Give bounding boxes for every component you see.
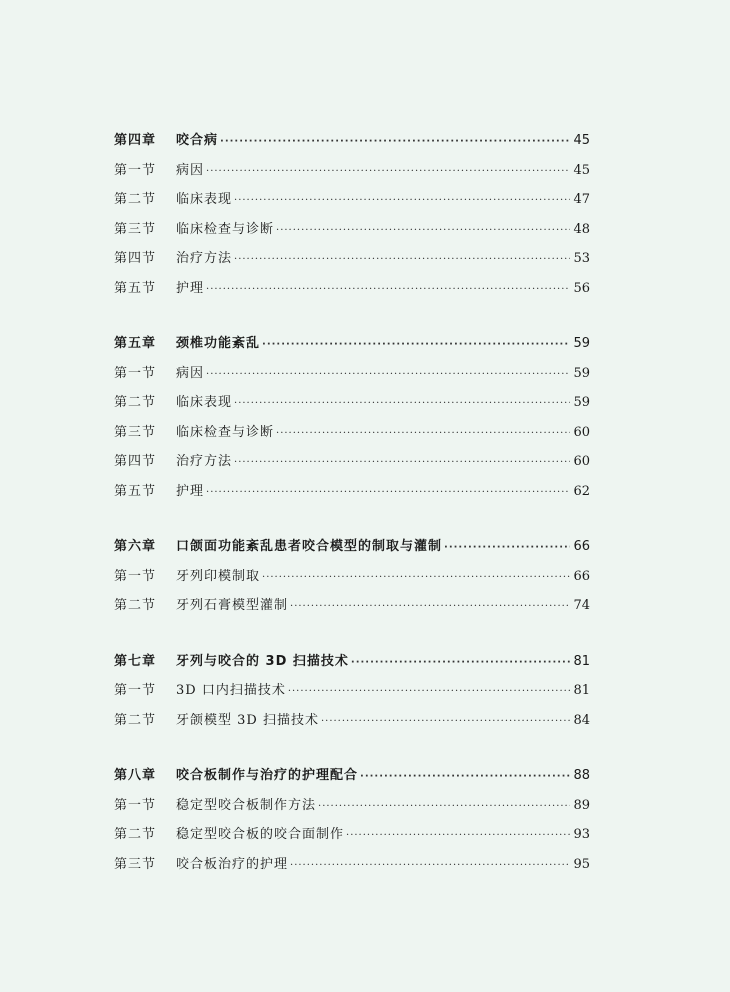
section-entry-title: 稳定型咬合板制作方法 (176, 797, 317, 813)
chapter-entry-number: 第四章 (114, 133, 157, 148)
section-entry-page-number: 59 (573, 365, 590, 381)
section-entry[interactable] (114, 706, 590, 736)
section-entry-title: 3D 口内扫描技术 (176, 683, 286, 698)
section-entry-page-number: 93 (573, 827, 590, 842)
section-entry-title: 稳定型咬合板的咬合面制作 (176, 827, 345, 842)
chapter-block (114, 329, 590, 506)
section-entry[interactable] (114, 274, 590, 304)
section-entry-number: 第三节 (114, 221, 157, 237)
section-entry-title: 临床检查与诊断 (176, 424, 275, 440)
section-entry-title: 牙列石膏模型灌制 (176, 598, 289, 613)
section-entry-number: 第五节 (114, 280, 157, 296)
section-entry-title: 临床表现 (176, 192, 233, 207)
section-entry-page-number: 47 (573, 192, 590, 207)
section-entry[interactable] (114, 244, 590, 274)
section-entry[interactable] (114, 562, 590, 592)
section-entry[interactable] (114, 791, 590, 821)
section-entry-number: 第二节 (114, 827, 157, 842)
chapter-entry-title: 咬合板制作与治疗的护理配合 (176, 768, 359, 783)
section-entry-number: 第二节 (114, 395, 157, 410)
leader-dots (321, 707, 570, 737)
section-entry-title: 临床检查与诊断 (176, 221, 275, 237)
section-entry-title: 治疗方法 (176, 251, 233, 266)
section-entry[interactable] (114, 388, 590, 418)
section-entry-title: 病因 (176, 162, 205, 178)
section-entry-page-number: 53 (573, 251, 590, 266)
section-entry-page-number: 60 (573, 424, 590, 440)
chapter-entry-title: 牙列与咬合的 3D 扫描技术 (176, 653, 349, 669)
leader-dots (206, 157, 570, 187)
leader-dots (276, 216, 570, 246)
section-entry-page-number: 89 (573, 797, 590, 813)
section-entry[interactable] (114, 359, 590, 389)
section-entry-title: 咬合板治疗的护理 (176, 856, 289, 872)
section-entry-page-number: 45 (573, 162, 590, 178)
leader-dots (234, 448, 570, 478)
section-entry-title: 护理 (176, 483, 205, 499)
section-entry[interactable] (114, 676, 590, 706)
leader-dots (262, 563, 570, 593)
chapter-entry[interactable] (114, 647, 590, 677)
section-entry-number: 第二节 (114, 712, 157, 728)
section-entry-title: 临床表现 (176, 395, 233, 410)
section-entry-number: 第二节 (114, 192, 157, 207)
section-entry-title: 护理 (176, 280, 205, 296)
chapter-entry-title: 口颌面功能紊乱患者咬合模型的制取与灌制 (176, 539, 443, 554)
section-entry[interactable] (114, 447, 590, 477)
section-entry[interactable] (114, 156, 590, 186)
section-entry[interactable] (114, 185, 590, 215)
section-entry[interactable] (114, 215, 590, 245)
section-entry-number: 第四节 (114, 454, 157, 469)
section-entry-title: 病因 (176, 365, 205, 381)
section-entry-title: 牙列印模制取 (176, 568, 261, 584)
leader-dots (206, 360, 570, 390)
section-entry-page-number: 59 (573, 395, 590, 410)
section-entry-number: 第一节 (114, 162, 157, 178)
chapter-block (114, 532, 590, 621)
section-entry-number: 第一节 (114, 683, 157, 698)
section-entry-number: 第一节 (114, 797, 157, 813)
section-entry-number: 第一节 (114, 568, 157, 584)
chapter-entry-page-number: 59 (573, 336, 590, 351)
chapter-block (114, 126, 590, 303)
section-entry-page-number: 95 (573, 856, 590, 872)
section-entry-page-number: 56 (573, 280, 590, 296)
section-entry-number: 第一节 (114, 365, 157, 381)
section-entry-number: 第二节 (114, 598, 157, 613)
section-entry-title: 牙颌模型 3D 扫描技术 (176, 712, 319, 728)
section-entry[interactable] (114, 477, 590, 507)
chapter-entry-number: 第六章 (114, 539, 157, 554)
table-of-contents (114, 126, 590, 905)
chapter-block (114, 761, 590, 879)
chapter-block (114, 647, 590, 736)
leader-dots (262, 330, 570, 360)
leader-dots (206, 275, 570, 305)
leader-dots (290, 592, 570, 622)
leader-dots (220, 127, 570, 157)
chapter-entry[interactable] (114, 126, 590, 156)
leader-dots (318, 792, 570, 822)
section-entry-page-number: 60 (573, 454, 590, 469)
section-entry-page-number: 74 (573, 598, 590, 613)
chapter-entry-page-number: 66 (573, 539, 590, 554)
chapter-entry[interactable] (114, 329, 590, 359)
section-entry[interactable] (114, 820, 590, 850)
chapter-entry-page-number: 88 (573, 768, 590, 783)
section-entry-page-number: 66 (573, 568, 590, 584)
chapter-entry-title: 咬合病 (176, 133, 219, 148)
section-entry-page-number: 62 (573, 483, 590, 499)
section-entry-number: 第四节 (114, 251, 157, 266)
leader-dots (290, 851, 570, 881)
chapter-entry-title: 颈椎功能紊乱 (176, 336, 261, 351)
section-entry-number: 第三节 (114, 424, 157, 440)
section-entry-page-number: 48 (573, 221, 590, 237)
section-entry-page-number: 84 (573, 712, 590, 728)
leader-dots (234, 389, 570, 419)
chapter-entry-page-number: 45 (573, 133, 590, 148)
leader-dots (276, 419, 570, 449)
chapter-entry-page-number: 81 (573, 653, 590, 669)
section-entry[interactable] (114, 418, 590, 448)
leader-dots (234, 186, 570, 216)
leader-dots (351, 648, 570, 678)
leader-dots (346, 821, 570, 851)
chapter-entry-number: 第五章 (114, 336, 157, 351)
section-entry-number: 第五节 (114, 483, 157, 499)
chapter-entry-number: 第七章 (114, 653, 157, 669)
leader-dots (360, 762, 570, 792)
section-entry-number: 第三节 (114, 856, 157, 872)
chapter-entry-number: 第八章 (114, 768, 157, 783)
leader-dots (444, 533, 570, 563)
chapter-entry[interactable] (114, 761, 590, 791)
section-entry-page-number: 81 (573, 683, 590, 698)
leader-dots (206, 478, 570, 508)
section-entry[interactable] (114, 591, 590, 621)
section-entry-title: 治疗方法 (176, 454, 233, 469)
leader-dots (288, 677, 570, 707)
leader-dots (234, 245, 570, 275)
section-entry[interactable] (114, 850, 590, 880)
chapter-entry[interactable] (114, 532, 590, 562)
